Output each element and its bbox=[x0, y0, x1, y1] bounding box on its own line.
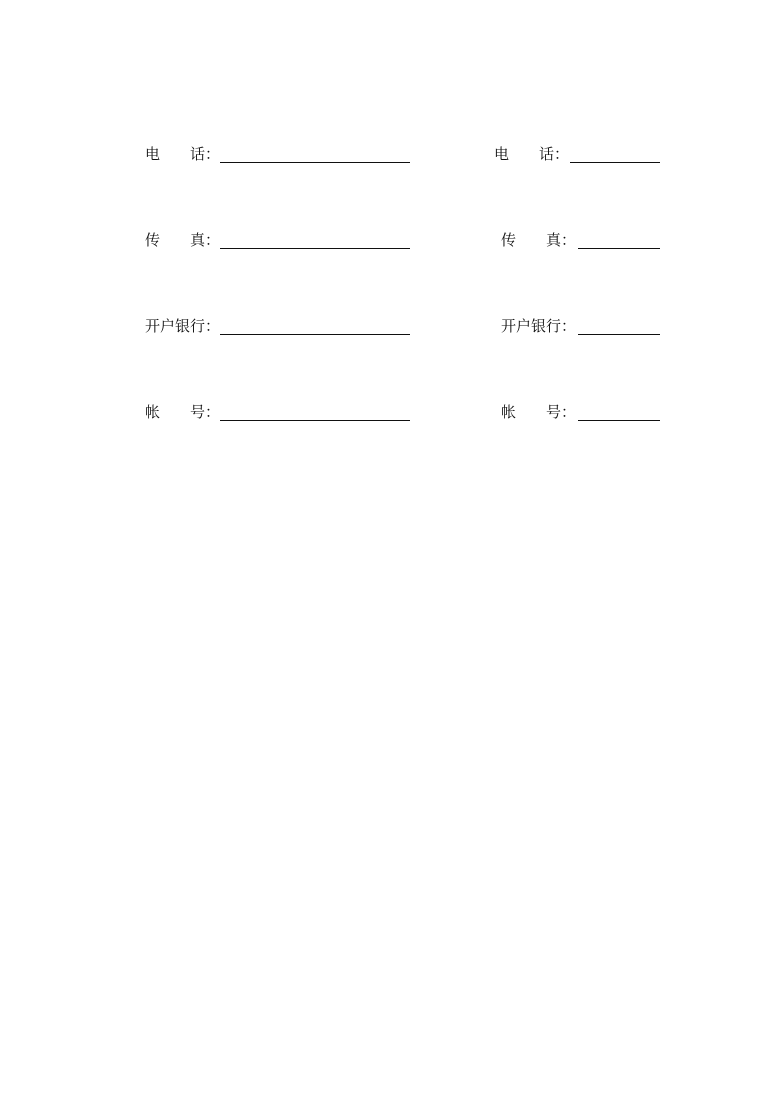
right-account-blank[interactable] bbox=[578, 420, 660, 421]
right-fax-label-colon: ： bbox=[561, 231, 577, 249]
left-account-field bbox=[145, 401, 415, 423]
right-account-label-char2: 号 bbox=[546, 403, 562, 421]
right-phone-label-char1: 电 bbox=[494, 145, 510, 163]
left-fax-label-char2: 真 bbox=[190, 231, 206, 249]
right-account-label-char1: 帐 bbox=[501, 403, 517, 421]
right-fax-blank[interactable] bbox=[578, 248, 660, 249]
left-account-label-char2: 号 bbox=[190, 403, 206, 421]
right-phone-blank[interactable] bbox=[570, 162, 660, 163]
right-bank-blank[interactable] bbox=[578, 334, 660, 335]
left-fax-field bbox=[145, 229, 415, 251]
right-phone-field bbox=[494, 143, 664, 165]
right-fax-label-char2: 真 bbox=[546, 231, 562, 249]
right-phone-label-char2: 话 bbox=[539, 145, 555, 163]
left-bank-blank[interactable] bbox=[220, 334, 410, 335]
left-phone-label-char1: 电 bbox=[145, 145, 161, 163]
left-account-blank[interactable] bbox=[220, 420, 410, 421]
left-phone-blank[interactable] bbox=[220, 162, 410, 163]
right-fax-field bbox=[501, 229, 666, 251]
right-account-field bbox=[501, 401, 666, 423]
left-account-label-char1: 帐 bbox=[145, 403, 161, 421]
left-phone-field bbox=[145, 143, 415, 165]
left-fax-label-colon: ： bbox=[205, 231, 221, 249]
left-account-label-colon: ： bbox=[205, 403, 221, 421]
left-phone-label-char2: 话 bbox=[190, 145, 206, 163]
left-fax-blank[interactable] bbox=[220, 248, 410, 249]
right-account-label-colon: ： bbox=[561, 403, 577, 421]
right-phone-label-colon: ： bbox=[554, 145, 570, 163]
right-bank-label: 开户银行： bbox=[501, 317, 577, 335]
right-fax-label-char1: 传 bbox=[501, 231, 517, 249]
left-bank-label: 开户银行： bbox=[145, 317, 221, 335]
left-fax-label-char1: 传 bbox=[145, 231, 161, 249]
left-phone-label-colon: ： bbox=[205, 145, 221, 163]
left-bank-field bbox=[145, 315, 415, 337]
right-bank-field bbox=[501, 315, 666, 337]
